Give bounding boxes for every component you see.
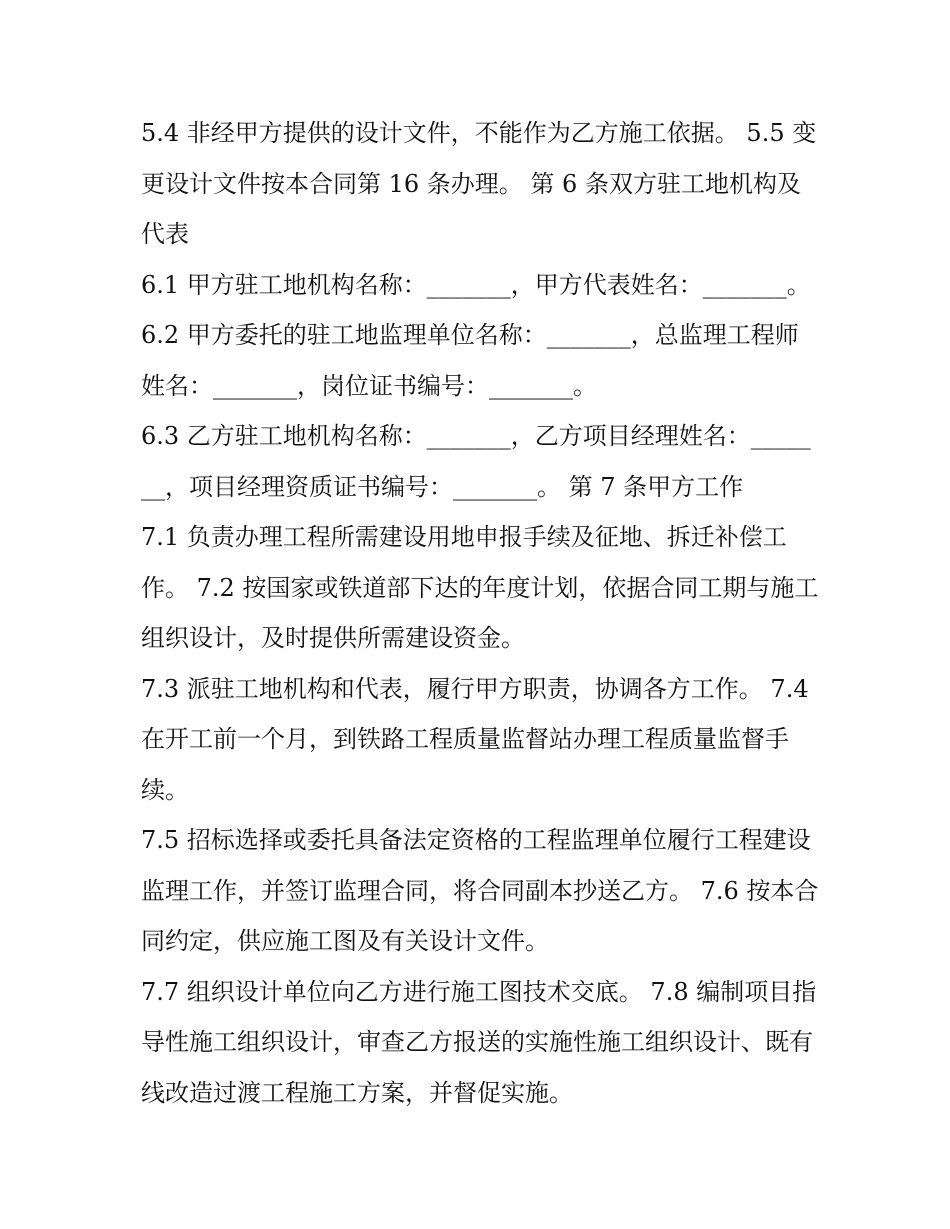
paragraph-7-3: 7.3 派驻工地机构和代表，履行甲方职责，协调各方工作。 7.4 在开工前一个月，到铁路工程质量监督站办理工程质量监督手续。: [141, 674, 809, 804]
paragraph-7-1: 7.1 负责办理工程所需建设用地申报手续及征地、拆迁补偿工作。 7.2 按国家或铁道部下达的年度计划，依据合同工期与施工组织设计，及时提供所需建设资金。: [141, 523, 819, 652]
document-body: [141, 108, 821, 1118]
paragraph-7-7: 7.7 组织设计单位向乙方进行施工图技术交底。 7.8 编制项目指导性施工组织设计，审查乙方报送的实施性施工组织设计、既有线改造过渡工程施工方案，并督促实施。: [141, 977, 817, 1107]
paragraph-6-2: 6.2 甲方委托的驻工地监理单位名称：_______，总监理工程师姓名：_______，岗位证书编号：_______。: [141, 321, 799, 400]
paragraph-5-4: 5.4 非经甲方提供的设计文件，不能作为乙方施工依据。 5.5 变更设计文件按本合同第 16 条办理。 第 6 条双方驻工地机构及代表: [141, 119, 817, 248]
paragraph-7-5: 7.5 招标选择或委托具备法定资格的工程监理单位履行工程建设监理工作，并签订监理合同，将合同副本抄送乙方。 7.6 按本合同约定，供应施工图及有关设计文件。: [141, 826, 819, 955]
paragraph-6-3: 6.3 乙方驻工地机构名称：_______，乙方项目经理姓名：_______，项目经理资质证书编号：_______。 第 7 条甲方工作: [141, 422, 811, 501]
paragraph-6-1: 6.1 甲方驻工地机构名称：_______，甲方代表姓名：_______。: [141, 270, 811, 299]
